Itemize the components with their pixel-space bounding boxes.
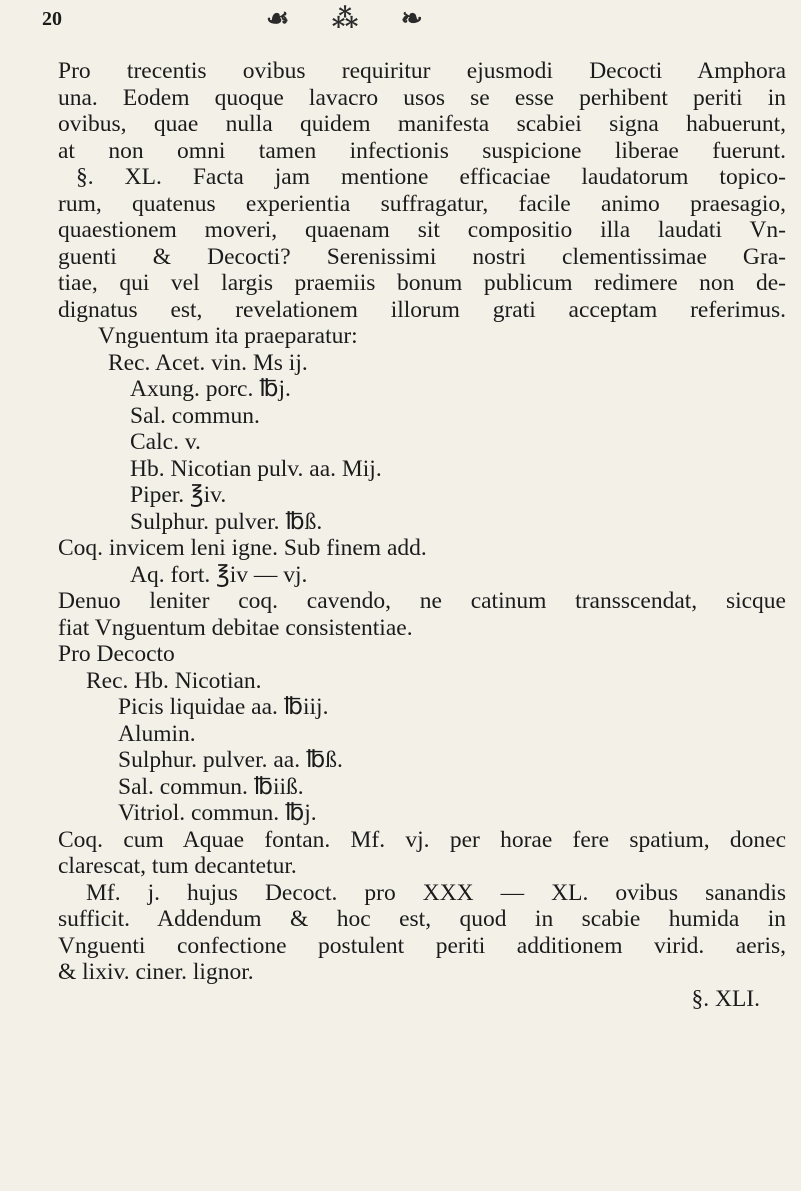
recipe-line: Vitriol. commun. ℔j. bbox=[118, 800, 317, 826]
recipe-title: Pro Decocto bbox=[58, 641, 175, 667]
text-line: una. Eodem quoque lavacro usos se esse perhibent periti in bbox=[58, 84, 786, 111]
text-line: Denuo leniter coq. cavendo, ne catinum transscendat, sicque bbox=[58, 588, 786, 614]
recipe-title: Vnguentum ita praeparatur: bbox=[98, 323, 358, 349]
text-line: Vnguenti confectione postulent periti additionem virid. aeris, bbox=[58, 932, 786, 959]
text-line: at non omni tamen infectionis suspicione liberae fuerunt. bbox=[58, 137, 786, 164]
text-line: clarescat, tum decantetur. bbox=[58, 853, 297, 879]
text-line: rum, quatenus experientia suffragatur, facile animo praesagio, bbox=[58, 190, 786, 217]
text-line: fiat Vnguentum debitae consistentiae. bbox=[58, 614, 413, 641]
recipe-line: Coq. invicem leni igne. Sub finem add. bbox=[58, 535, 427, 561]
recipe-line: Sal. commun. ℔iiß. bbox=[118, 773, 304, 800]
recipe-line: Axung. porc. ℔j. bbox=[130, 376, 291, 402]
text-line: quaestionem moveri, quaenam sit compositio illa laudati Vn- bbox=[58, 217, 786, 243]
recipe-line: Sulphur. pulver. ℔ß. bbox=[130, 508, 323, 535]
recipe-line: Rec. Acet. vin. Ms ij. bbox=[108, 349, 308, 376]
recipe-line: Piper. ℥iv. bbox=[130, 482, 227, 508]
recipe-line: Sal. commun. bbox=[130, 402, 260, 429]
recipe-line: Hb. Nicotian pulv. aa. Mij. bbox=[130, 455, 382, 482]
page-number: 20 bbox=[42, 8, 62, 30]
text-line: & lixiv. ciner. lignor. bbox=[58, 959, 254, 985]
section-heading-xl: §. XL. Facta jam mentione efficaciae laudatorum topico- bbox=[76, 164, 786, 190]
text-line: sufficit. Addendum & hoc est, quod in scabie humida in bbox=[58, 906, 786, 932]
recipe-line: Picis liquidae aa. ℔iij. bbox=[118, 694, 329, 720]
text-line: tiae, qui vel largis praemiis bonum publicum redimere non de- bbox=[58, 270, 786, 296]
text-line: Pro trecentis ovibus requiritur ejusmodi Decocti Amphora bbox=[58, 58, 786, 84]
text-line: Mf. j. hujus Decoct. pro XXX — XL. ovibus sanandis bbox=[86, 879, 786, 906]
recipe-line: Aq. fort. ℥iv — vj. bbox=[130, 561, 308, 588]
text-line: guenti & Decocti? Serenissimi nostri clementissimae Gra- bbox=[58, 243, 786, 270]
text-line: dignatus est, revelationem illorum grati acceptam referimus. bbox=[58, 296, 786, 323]
text-line: ovibus, quae nulla quidem manifesta scabiei signa habuerunt, bbox=[58, 111, 786, 137]
recipe-line: Rec. Hb. Nicotian. bbox=[86, 667, 262, 694]
recipe-line: Calc. v. bbox=[130, 429, 201, 455]
text-line: Coq. cum Aquae fontan. Mf. vj. per horae fere spatium, donec bbox=[58, 826, 786, 853]
body-text bbox=[58, 58, 786, 1012]
recipe-line: Sulphur. pulver. aa. ℔ß. bbox=[118, 747, 343, 773]
recipe-line: Alumin. bbox=[118, 720, 196, 747]
header-ornament: ☙ ⁂ ❧ bbox=[266, 4, 441, 33]
catchword-section-xli: §. XLI. bbox=[691, 985, 760, 1012]
